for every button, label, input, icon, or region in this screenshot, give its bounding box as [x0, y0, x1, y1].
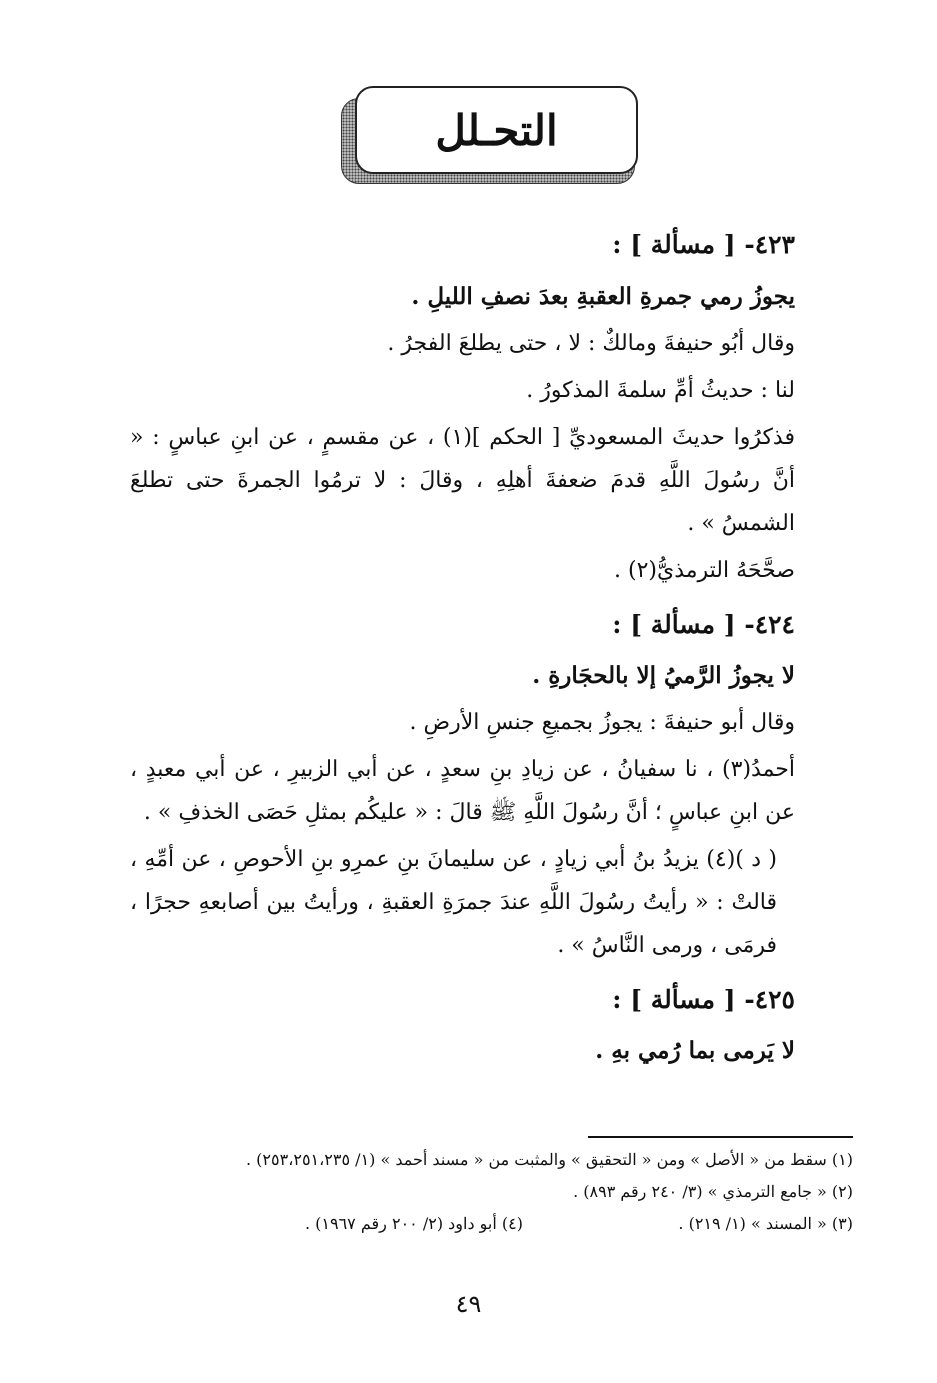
issue-heading-423: ٤٢٣- [ مسألة ] :: [612, 230, 795, 259]
footnote-2: (٢) « جامع الترمذي » (٣/ ٢٤٠ رقم ٨٩٣) .: [573, 1182, 853, 1201]
paragraph: لنا : حديثُ أمِّ سلمةَ المذكورُ .: [526, 378, 795, 403]
page-number: ٤٩: [455, 1290, 482, 1318]
issue-ruling: يجوزُ رمي جمرةِ العقبةِ بعدَ نصفِ الليلِ .: [411, 283, 795, 310]
footnote-row: [170, 1208, 853, 1240]
paragraph: فذكرُوا حديثَ المسعوديِّ [ الحكم ](١) ، عن مقسمٍ ، عن ابنِ عباسٍ : « أنَّ رسُولَ اللَّهِ قدمَ ضعفةَ أهلِهِ ، وقالَ : لا ترمُوا الجمرةَ حتى تطلعَ الشمسُ » .: [130, 425, 795, 536]
chapter-title-box: [355, 86, 638, 174]
issue-ruling: لا يَرمى بما رُمي بهِ .: [595, 1037, 795, 1064]
paragraph: أحمدُ(٣) ، نا سفيانُ ، عن زيادِ بنِ سعدٍ ، عن أبي الزبيرِ ، عن أبي معبدٍ ، عن ابنِ عباسٍ ؛ أنَّ رسُولَ اللَّهِ ﷺ قالَ : « عليكُم بمثلِ حَصَى الخذفِ » .: [130, 757, 795, 825]
paragraph: وقال أبُو حنيفةَ ومالكٌ : لا ، حتى يطلعَ الفجرُ .: [387, 331, 795, 356]
footnote-3: (٣) « المسند » (١/ ٢١٩) .: [678, 1214, 853, 1233]
paragraph: ( د )(٤) يزيدُ بنُ أبي زيادٍ ، عن سليمانَ بنِ عمرِو بنِ الأحوصِ ، عن أمِّهِ ، قالتْ : « رأيتُ رسُولَ اللَّهِ عندَ جمرَةِ العقبةِ ، ورأيتُ بين أصابعهِ حجرًا ، فرمَى ، ورمى النَّاسُ » .: [130, 847, 777, 958]
paragraph: وقال أبو حنيفةَ : يجوزُ بجميعِ جنسِ الأرضِ .: [409, 710, 795, 735]
main-text: [130, 215, 795, 1076]
footnote-1: (١) سقط من « الأصل » ومن « التحقيق » والمثبت من « مسند أحمد » (١/ ٢٥٣،٢٥١،٢٣٥) .: [245, 1150, 853, 1169]
footnote-4: (٤) أبو داود (٢/ ٢٠٠ رقم ١٩٦٧) .: [304, 1214, 523, 1233]
footnotes: [170, 1136, 853, 1240]
paragraph: صحَّحَهُ الترمذيُّ(٢) .: [613, 558, 795, 583]
chapter-title: التحـلل: [435, 105, 558, 155]
issue-heading-424: ٤٢٤- [ مسألة ] :: [612, 610, 795, 639]
issue-heading-425: ٤٢٥- [ مسألة ] :: [612, 985, 795, 1014]
issue-ruling: لا يجوزُ الرَّميُ إلا بالحجَارةِ .: [532, 662, 795, 689]
